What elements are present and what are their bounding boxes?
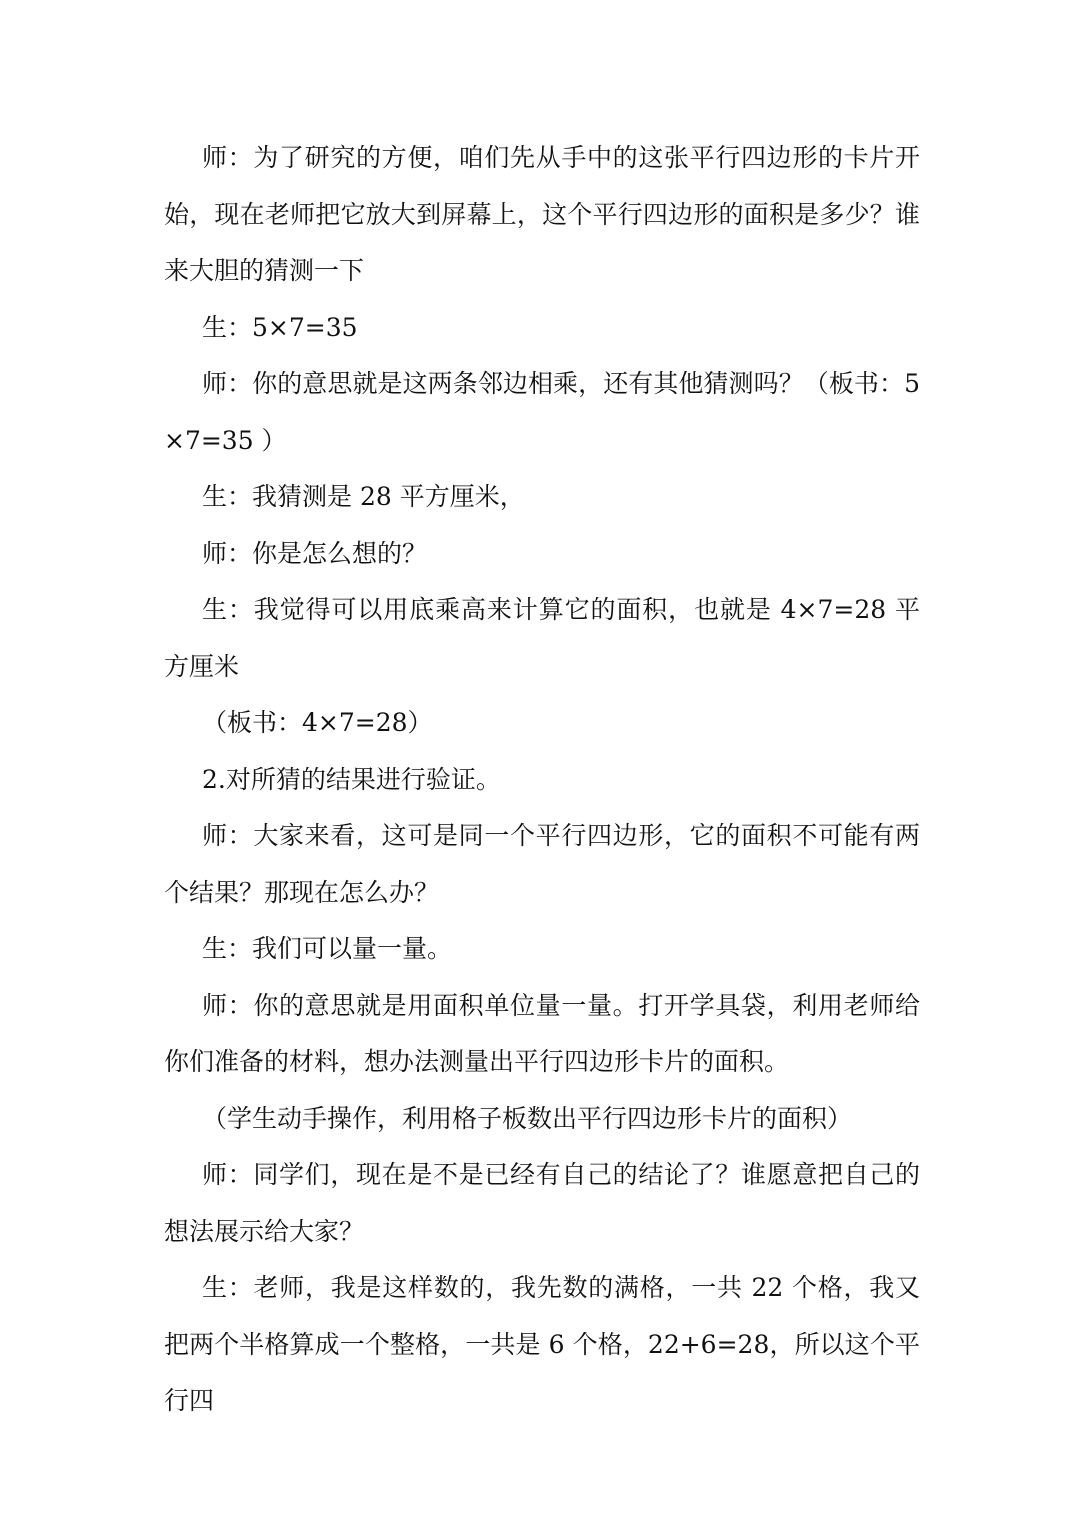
- paragraph-teacher-adjacent-sides: 师：你的意思就是这两条邻边相乘，还有其他猜测吗？（板书：5×7=35 ）: [164, 369, 920, 455]
- paragraph-student-guess-28: 生：我猜测是 28 平方厘米，: [202, 482, 525, 511]
- paragraph-teacher-conclusion: 师：同学们，现在是不是已经有自己的结论了？谁愿意把自己的想法展示给大家？: [164, 1160, 920, 1246]
- paragraph-student-base-height: 生：我觉得可以用底乘高来计算它的面积，也就是 4×7=28 平方厘米: [164, 595, 920, 681]
- paragraph-student-guess-35: 生：5×7=35: [202, 312, 358, 342]
- paragraph-board-note: （板书：4×7=28）: [202, 708, 433, 737]
- paragraph-teacher-same-shape: 师：大家来看，这可是同一个平行四边形，它的面积不可能有两个结果？那现在怎么办？: [164, 821, 920, 907]
- paragraph-teacher-intro: 师：为了研究的方便，咱们先从手中的这张平行四边形的卡片开始，现在老师把它放大到屏幕上，这个平行四边形的面积是多少？谁来大胆的猜测一下: [164, 143, 920, 285]
- paragraph-teacher-how: 师：你是怎么想的？: [202, 538, 428, 568]
- section-heading-verify: 2.对所猜的结果进行验证。: [202, 764, 501, 794]
- paragraph-teacher-unit-measure: 师：你的意思就是用面积单位量一量。打开学具袋，利用老师给你们准备的材料，想办法测量出平行四边形卡片的面积。: [164, 990, 920, 1076]
- document-body: [164, 130, 920, 1430]
- paragraph-student-activity: （学生动手操作，利用格子板数出平行四边形卡片的面积）: [202, 1103, 853, 1133]
- paragraph-student-measure: 生：我们可以量一量。: [202, 934, 453, 963]
- paragraph-student-counting: 生：老师，我是这样数的，我先数的满格，一共 22 个格，我又把两个半格算成一个整格，一共是 6 个格，22+6=28，所以这个平行四: [164, 1273, 920, 1415]
